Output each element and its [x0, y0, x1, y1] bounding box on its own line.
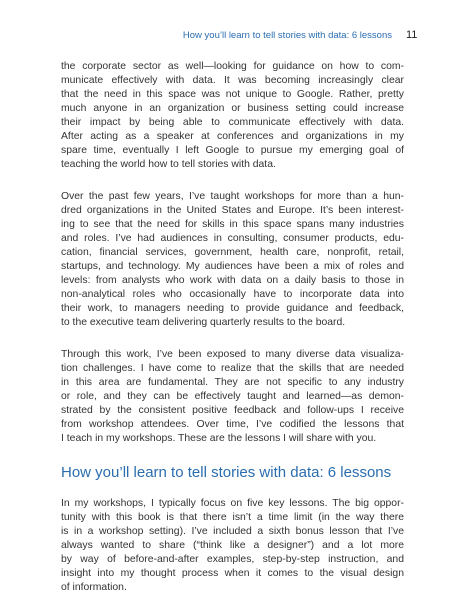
text-line: and roles. I’ve had audiences in consulting, consumer products, edu- [61, 233, 404, 244]
text-line: strated by the consistent positive feedback and follow-ups I receive [61, 405, 404, 416]
text-line: After acting as a speaker at conferences and organizations in my [61, 131, 404, 142]
text-line: the corporate sector as well—looking for guidance on how to com- [61, 61, 404, 72]
paragraph-3 [61, 348, 404, 446]
paragraph-1 [61, 60, 404, 172]
running-title: How you’ll learn to tell stories with data: 6 lessons [182, 30, 392, 41]
text-line: spare time, eventually I left Google to pursue my emerging goal of [61, 145, 404, 156]
text-line: dred organizations in the United States and Europe. It’s been interest- [61, 205, 404, 216]
text-line: that the need in this space was not unique to Google. Rather, pretty [61, 89, 404, 100]
text-line: is in a workshop setting). I’ve included a sixth bonus lesson that I’ve [61, 526, 404, 537]
text-line: startups, and technology. My audiences have been a mix of roles and [61, 261, 404, 272]
text-line: to the executive team delivering quarterly results to the board. [61, 317, 346, 328]
section-heading: How you’ll learn to tell stories with data: 6 lessons [61, 464, 392, 481]
text-line: much anyone in an organization or business setting could increase [61, 103, 404, 114]
text-line: always wanted to share (“think like a designer”) and a lot more [61, 540, 404, 551]
running-header [0, 30, 474, 44]
text-line: Through this work, I’ve been exposed to many diverse data visualiza- [61, 349, 404, 360]
text-line: cation, financial services, government, health care, nonprofit, retail, [61, 247, 404, 258]
text-line: Over the past few years, I’ve taught workshops for more than a hun- [61, 191, 404, 202]
text-line: tion challenges. I have come to realize that the skills that are needed [61, 363, 404, 374]
text-line: from workshop attendees. Over time, I’ve codified the lessons that [61, 419, 404, 430]
text-line: In my workshops, I typically focus on five key lessons. The big oppor- [61, 498, 404, 509]
text-line: their work, to managers needing to provide guidance and feedback, [61, 303, 404, 314]
text-line: ing to see that the need for skills in this space spans many industries [61, 219, 404, 230]
text-line: insight into my thought process when it comes to the visual design [61, 568, 404, 579]
text-line: levels: from analysts who work with data on a daily basis to those in [61, 275, 404, 286]
text-line: of information. [61, 582, 127, 593]
text-line: or role, and they can be effectively taught and learned—as demon- [61, 391, 404, 402]
text-line: by way of before-and-after examples, step-by-step instruction, and [61, 554, 404, 565]
text-line: in this area are fundamental. They are not specific to any industry [61, 377, 404, 388]
text-line: their impact by being able to communicate effectively with data. [61, 117, 404, 128]
paragraph-2 [61, 190, 404, 330]
text-line: non-analytical roles who occasionally have to incorporate data into [61, 289, 404, 300]
page-number: 11 [406, 29, 418, 41]
body-text [61, 60, 404, 613]
text-line: municate effectively with data. It was becoming increasingly clear [61, 75, 404, 86]
paragraph-4 [61, 497, 404, 595]
text-line: teaching the world how to tell stories with data. [61, 159, 276, 170]
text-line: I teach in my workshops. These are the lessons I will share with you. [61, 433, 377, 444]
text-line: tunity with this book is that there isn’t a time limit (in the way there [61, 512, 404, 523]
